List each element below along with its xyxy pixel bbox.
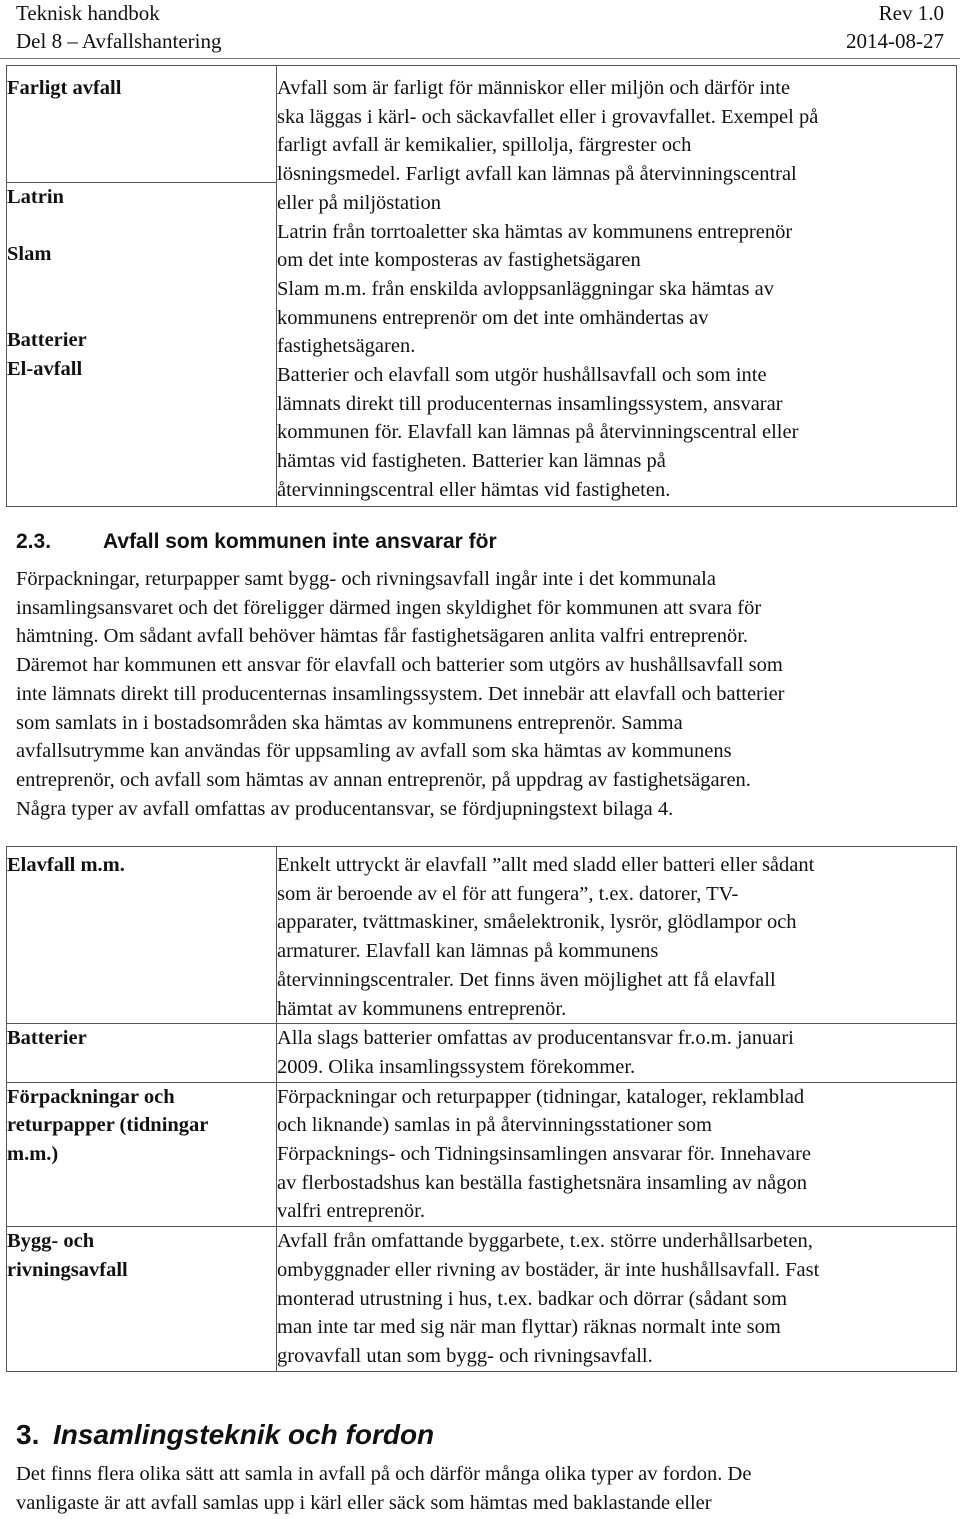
row-description xyxy=(277,1024,957,1082)
page-header-top xyxy=(16,0,944,26)
table-row xyxy=(7,847,957,1024)
row-description xyxy=(277,275,956,361)
row-label-cell xyxy=(7,1024,277,1082)
row-label-cell xyxy=(7,1227,277,1372)
text-line: och liknande) samlas in på återvinningsstationer som xyxy=(277,1114,712,1137)
table-row xyxy=(7,66,957,183)
chapter-heading xyxy=(16,1417,434,1453)
text-line: ska läggas i kärl- och säckavfallet eller i grovavfallet. Exempel på xyxy=(277,105,819,128)
section-title: Avfall som kommunen inte ansvarar för xyxy=(103,530,497,553)
text-line: återvinningscentral eller hämtas vid fastigheten. xyxy=(277,478,671,501)
section-heading xyxy=(16,528,497,556)
chapter-title: Insamlingsteknik och fordon xyxy=(53,1419,435,1450)
text-line: Batterier och elavfall som utgör hushållsavfall och som inte xyxy=(277,364,767,387)
row-label: m.m.) xyxy=(7,1143,59,1166)
text-line: vanligaste är att avfall samlas upp i kärl eller säck som hämtas med baklastande eller xyxy=(16,1491,712,1514)
row-description xyxy=(277,1082,957,1227)
row-label: Bygg- och xyxy=(7,1230,95,1253)
descriptions-cell xyxy=(277,66,957,507)
row-label: Batterier xyxy=(7,329,87,352)
text-line: hämtat av kommunens entreprenör. xyxy=(277,997,567,1020)
row-label: Elavfall m.m. xyxy=(7,854,125,876)
text-line: hämtning. Om sådant avfall behöver hämtas får fastighetsägaren anlita valfri entreprenör. xyxy=(16,625,749,648)
text-line: Däremot har kommunen ett ansvar för elavfall och batterier som utgörs av hushållsavfall som xyxy=(16,654,783,677)
text-line: kommunen för. Elavfall kan lämnas på återvinningscentral eller xyxy=(277,421,799,444)
text-line: som är beroende av el för att fungera”, t.ex. datorer, TV- xyxy=(277,882,739,905)
waste-types-table xyxy=(6,846,957,1372)
document-title: Teknisk handbok xyxy=(16,1,160,25)
text-line: man inte tar med sig när man flyttar) räknas normalt inte som xyxy=(277,1316,781,1339)
body-paragraph xyxy=(16,565,951,823)
text-line: lämnats direkt till producenternas insamlingssystem, ansvarar xyxy=(277,392,783,415)
row-description xyxy=(277,74,956,218)
row-label-cell xyxy=(7,240,277,326)
row-label: Slam xyxy=(7,243,52,266)
text-line: Avfall från omfattande byggarbete, t.ex. större underhållsarbeten, xyxy=(277,1230,813,1253)
row-label-cell xyxy=(7,183,277,241)
row-description xyxy=(277,218,956,275)
row-description xyxy=(277,361,956,505)
row-label-cell xyxy=(7,66,277,183)
text-line: Avfall som är farligt för människor eller miljön och därför inte xyxy=(277,77,791,99)
row-label-cell xyxy=(7,326,277,506)
text-line: som samlats in i bostadsområden ska hämtas av kommunens entreprenör. Samma xyxy=(16,711,683,734)
revision-label: Rev 1.0 xyxy=(878,1,944,25)
text-line: farligt avfall är kemikalier, spillolja, färgrester och xyxy=(277,134,692,157)
text-line: inte lämnats direkt till producenternas insamlingssystem. Det innebär att elavfall och batterier xyxy=(16,682,785,705)
text-line: hämtas vid fastigheten. Batterier kan lämnas på xyxy=(277,450,666,473)
waste-responsibility-table xyxy=(6,65,957,507)
header-divider xyxy=(0,58,960,59)
row-label: Latrin xyxy=(7,186,64,209)
row-label: rivningsavfall xyxy=(7,1258,128,1281)
row-label-cell xyxy=(7,1082,277,1227)
text-line: monterad utrustning i hus, t.ex. badkar och dörrar (sådant som xyxy=(277,1287,788,1310)
body-paragraph xyxy=(16,1460,951,1517)
text-line: Förpacknings- och Tidningsinsamlingen ansvarar för. Innehavare xyxy=(277,1143,812,1166)
text-line: valfri entreprenör. xyxy=(277,1200,425,1223)
table-row xyxy=(7,1227,957,1372)
table-row xyxy=(7,1024,957,1082)
text-line: ombyggnader eller rivning av bostäder, är inte hushållsavfall. Fast xyxy=(277,1258,820,1281)
table-row xyxy=(7,1082,957,1227)
text-line: Alla slags batterier omfattas av producentansvar fr.o.m. januari xyxy=(277,1027,794,1050)
section-label: Del 8 – Avfallshantering xyxy=(16,29,222,53)
text-line: Några typer av avfall omfattas av producentansvar, se fördjupningstext bilaga 4. xyxy=(16,797,674,820)
text-line: kommunens entreprenör om det inte omhändertas av xyxy=(277,306,709,329)
row-label-cell xyxy=(7,847,277,1024)
section-number: 2.3. xyxy=(16,530,52,553)
text-line: Slam m.m. från enskilda avloppsanläggningar ska hämtas av xyxy=(277,277,775,300)
text-line: apparater, tvättmaskiner, småelektronik, lysrör, glödlampor och xyxy=(277,911,797,934)
text-line: avfallsutrymme kan användas för uppsamling av avfall som ska hämtas av kommunens xyxy=(16,740,732,763)
text-line: Förpackningar, returpapper samt bygg- och rivningsavfall ingår inte i det kommunala xyxy=(16,568,716,590)
text-line: armaturer. Elavfall kan lämnas på kommunens xyxy=(277,940,659,963)
row-label: Batterier xyxy=(7,1027,87,1050)
text-line: Förpackningar och returpapper (tidningar, kataloger, reklamblad xyxy=(277,1085,805,1108)
text-line: Det finns flera olika sätt att samla in avfall på och därför många olika typer av fordon. De xyxy=(16,1463,752,1485)
text-line: återvinningscentraler. Det finns även möjlighet att få elavfall xyxy=(277,968,776,991)
text-line: Enkelt uttryckt är elavfall ”allt med sladd eller batteri eller sådant xyxy=(277,854,815,876)
text-line: lösningsmedel. Farligt avfall kan lämnas på återvinningscentral xyxy=(277,163,797,186)
row-description xyxy=(277,1227,957,1372)
chapter-number: 3. xyxy=(16,1419,40,1450)
text-line: entreprenör, och avfall som hämtas av annan entreprenör, på uppdrag av fastighetsägaren. xyxy=(16,768,751,791)
page-header-bottom xyxy=(16,28,944,54)
row-label: returpapper (tidningar xyxy=(7,1114,209,1137)
text-line: fastighetsägaren. xyxy=(277,335,416,358)
text-line: eller på miljöstation xyxy=(277,191,441,214)
row-label: Farligt avfall xyxy=(7,77,122,99)
text-line: 2009. Olika insamlingssystem förekommer. xyxy=(277,1055,636,1078)
row-label: Förpackningar och xyxy=(7,1085,175,1108)
text-line: insamlingsansvaret och det föreligger därmed ingen skyldighet för kommunen att svara för xyxy=(16,596,762,619)
row-label: El-avfall xyxy=(7,357,83,380)
text-line: om det inte komposteras av fastighetsägaren xyxy=(277,249,641,272)
date-label: 2014-08-27 xyxy=(846,29,944,53)
text-line: grovavfall utan som bygg- och rivningsavfall. xyxy=(277,1344,653,1367)
text-line: Latrin från torrtoaletter ska hämtas av kommunens entreprenör xyxy=(277,220,793,243)
text-line: av flerbostadshus kan beställa fastighetsnära insamling av någon xyxy=(277,1171,808,1194)
row-description xyxy=(277,847,957,1024)
